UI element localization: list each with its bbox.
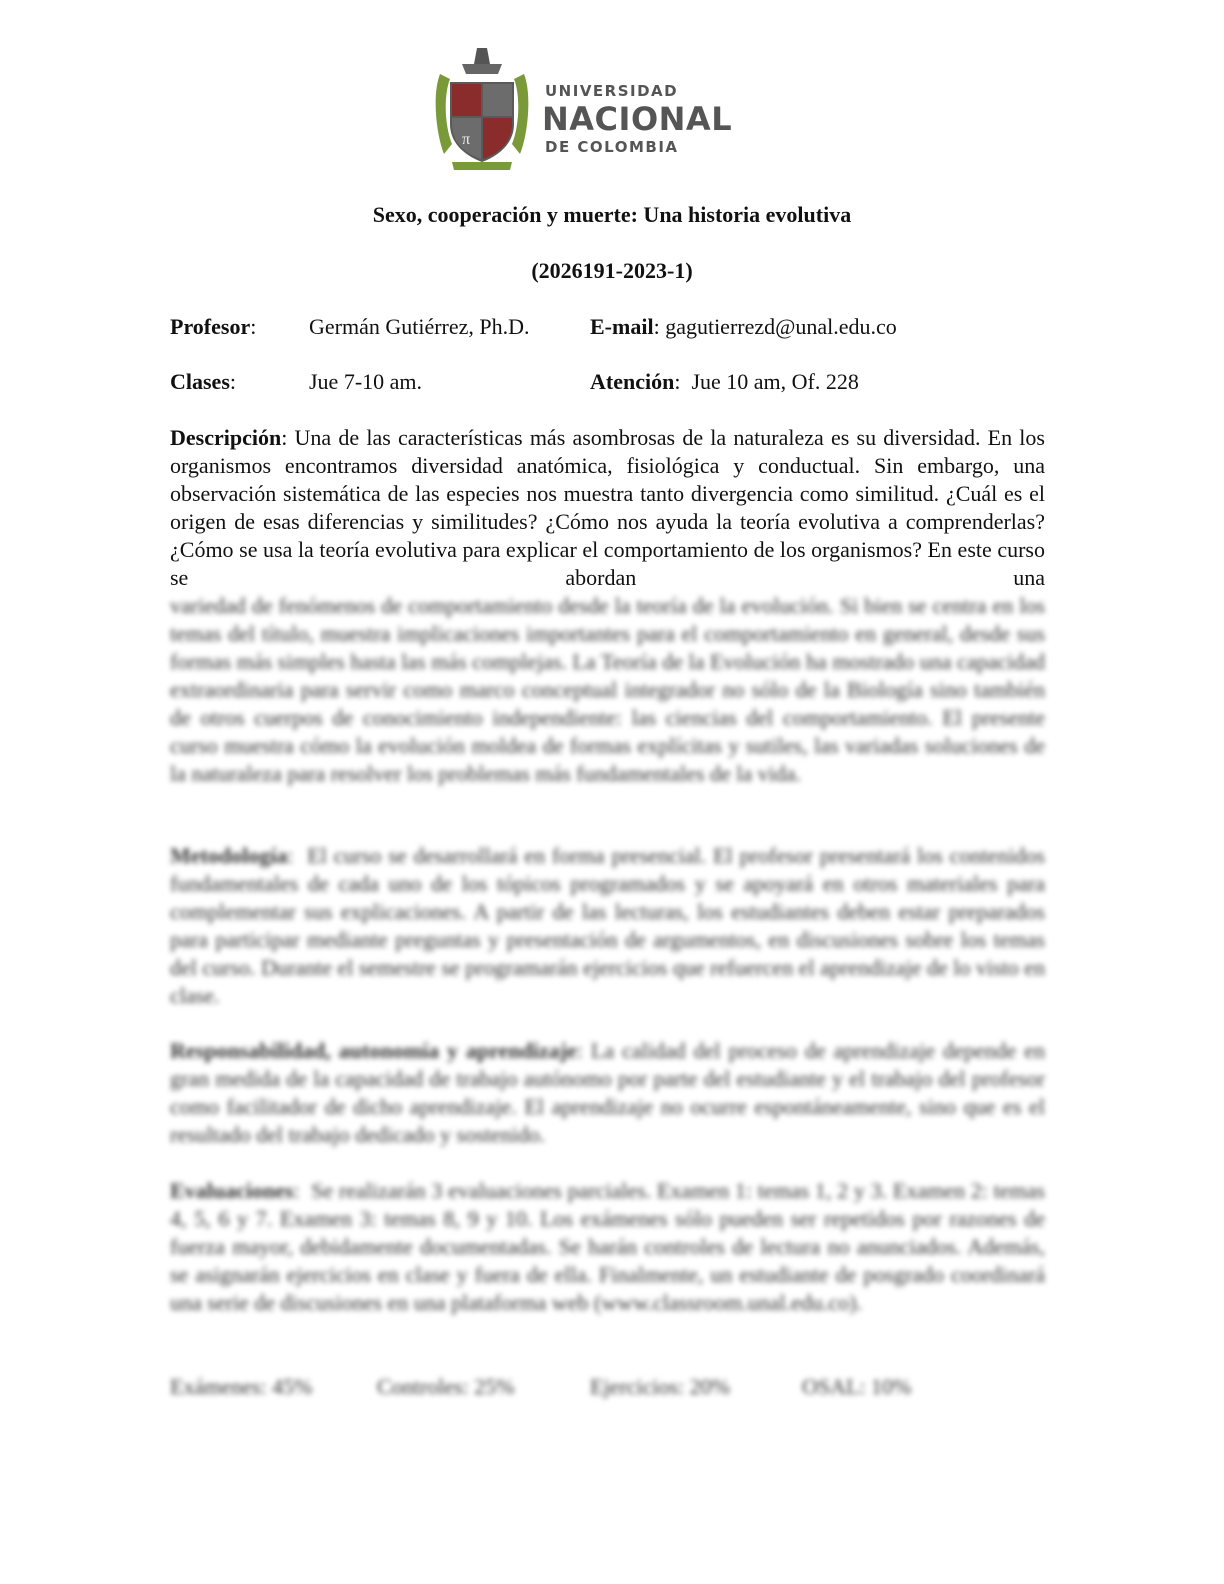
- evaluaciones-label: Evaluaciones: [170, 1178, 294, 1203]
- email-value[interactable]: gagutierrezd@unal.edu.co: [665, 314, 897, 339]
- description-text: Una de las características más asombrosas de la naturaleza es su diversidad. En los organismos encontramos diversidad anatómica, fisiológica y conductual. Sin embargo, una observación sistemática de las especies nos muestra tanto divergencia como similitud. ¿Cuál es el origen de esas diferencias y similitudes? ¿Cómo nos ayuda la teoría evolutiva a comprenderlas? ¿Cómo se usa la teoría evolutiva para explicar el comportamiento de los organismos? En este curso se abordan una: [170, 425, 1045, 590]
- profesor-value: Germán Gutiérrez, Ph.D.: [309, 314, 530, 339]
- metodologia-paragraph: Metodología: El curso se desarrollará en forma presencial. El profesor presentará los contenidos fundamentales de cada uno de los tópicos programados y se apoyará en otros materiales para complementar sus explicaciones. A partir de las lecturas, los estudiantes deben estar preparados para participar mediante preguntas y presentación de argumentos, en discusiones sobre los temas del curso. Durante el semestre se programarán ejercicios que refuercen el aprendizaje de lo visto en clase.: [170, 843, 1045, 1008]
- course-code: (2026191-2023-1): [531, 258, 693, 283]
- clases-label: Clases: [170, 369, 230, 394]
- evaluaciones-text: Se realizarán 3 evaluaciones parciales. Examen 1: temas 1, 2 y 3. Examen 2: temas 4, 5, 6 y 7. Examen 3: temas 8, 9 y 10. Los exámenes sólo pueden ser repetidos por razones de fuerza mayor, debidamente documentadas. Se harán controles de lectura no anunciados. Además, se asignarán ejercicios en clase y fuera de ella. Finalmente, un estudiante de posgrado coordinará una serie de discusiones en una plataforma web (www.classroom.unal.edu.co).: [170, 1178, 1045, 1315]
- logo-line-2: NACIONAL: [542, 100, 733, 138]
- responsabilidad-paragraph: Responsabilidad, autonomía y aprendizaje: La calidad del proceso de aprendizaje depende en gran medida de la capacidad de trabajo autónomo por parte del estudiante y el trabajo del profesor como facilitador de dicho aprendizaje. El aprendizaje no ocurre espontáneamente, sino que es el resultado del trabajo dedicado y sostenido.: [170, 1038, 1045, 1147]
- grade-osal: OSAL: 10%: [802, 1374, 912, 1399]
- grade-ejercicios: Ejercicios: 20%: [590, 1374, 730, 1399]
- email-label: E-mail: [590, 314, 654, 339]
- course-title: Sexo, cooperación y muerte: Una historia evolutiva: [372, 202, 852, 227]
- description-paragraph: Descripción: Una de las características más asombrosas de la naturaleza es su diversidad. En los organismos encontramos diversidad anatómica, fisiológica y conductual. Sin embargo, una observación sistemática de las especies nos muestra tanto divergencia como similitud. ¿Cuál es el origen de esas diferencias y similitudes? ¿Cómo nos ayuda la teoría evolutiva a comprenderlas? ¿Cómo se usa la teoría evolutiva para explicar el comportamiento de los organismos? En este curso se abordan una: [170, 425, 1045, 590]
- logo-line-1: UNIVERSIDAD: [545, 82, 679, 100]
- responsabilidad-label: Responsabilidad, autonomía y aprendizaje: [170, 1038, 577, 1063]
- metodologia-text: El curso se desarrollará en forma presencial. El profesor presentará los contenidos fundamentales de cada uno de los tópicos programados y se apoyará en otros materiales para complementar sus explicaciones. A partir de las lecturas, los estudiantes deben estar preparados para participar mediante preguntas y presentación de argumentos, en discusiones sobre los temas del curso. Durante el semestre se programarán ejercicios que refuercen el aprendizaje de lo visto en clase.: [170, 843, 1045, 1008]
- atencion-value: Jue 10 am, Of. 228: [691, 369, 859, 394]
- description-label: Descripción: [170, 425, 282, 450]
- coat-of-arms-icon: [432, 44, 532, 174]
- atencion-label: Atención: [590, 369, 675, 394]
- evaluaciones-paragraph: Evaluaciones: Se realizarán 3 evaluaciones parciales. Examen 1: temas 1, 2 y 3. Examen 2: temas 4, 5, 6 y 7. Examen 3: temas 8, 9 y 10. Los exámenes sólo pueden ser repetidos por razones de fuerza mayor, debidamente documentadas. Se harán controles de lectura no anunciados. Además, se asignarán ejercicios en clase y fuera de ella. Finalmente, un estudiante de posgrado coordinará una serie de discusiones en una plataforma web (www.classroom.unal.edu.co).: [170, 1178, 1045, 1315]
- metodologia-label: Metodología: [170, 843, 288, 868]
- grade-examenes: Exámenes: 45%: [170, 1374, 313, 1399]
- description-continuation: variedad de fenómenos de comportamiento desde la teoría de la evolución. Si bien se centra en los temas del título, muestra implicaciones importantes para el comportamiento en general, desde sus formas más simples hasta las más complejas. La Teoría de la Evolución ha mostrado una capacidad extraordinaria para servir como marco conceptual integrador no sólo de la Biología sino también de otros cuerpos de conocimiento independiente: las ciencias del comportamiento. El presente curso muestra cómo la evolución moldea de formas explícitas y sutiles, las variadas soluciones de la naturaleza para resolver los problemas más fundamentales de la vida.: [170, 593, 1045, 786]
- syllabus-page: π UNIVERSIDAD NACIONAL DE COLOMBIA Sexo, cooperación y muerte: Una historia evolutiva (2026191-2023-1) Profesor: Germán Gutiérrez, Ph.D. E-mail: gagutierrezd@unal.edu.co Clases: Jue 7-10 am. Atención: Jue 10 am, Of. 228 Descripción: Una de las características más asombrosas de la naturaleza es su diversidad. En los organismos encontramos diversidad anatómica, fisiológica y conductual. Sin embargo, una observación sistemática de las especies nos muestra tanto divergencia como similitud. ¿Cuál es el origen de esas diferencias y similitudes? ¿Cómo nos ayuda la teoría evolutiva a comprenderlas? ¿Cómo se usa la teoría evolutiva para explicar el comportamiento de los organismos? En este curso se abordan una variedad de fenómenos de comportamiento desde la teoría de la evolución. Si bien se centra en los temas del título, muestra implicaciones importantes para el comportamiento en general, desde sus formas más simples hasta las más complejas. La Teoría de la Evolución ha mostrado una capacidad extraordinaria para servir como marco conceptual integrador no sólo de la Biología sino también de otros cuerpos de conocimiento independiente: las ciencias del comportamiento. El presente curso muestra cómo la evolución moldea de formas explícitas y sutiles, las variadas soluciones de la naturaleza para resolver los problemas más fundamentales de la vida. Metodología: El curso se desarrollará en forma presencial. El profesor presentará los contenidos fundamentales de cada uno de los tópicos programados y se apoyará en otros materiales para complementar sus explicaciones. A partir de las lecturas, los estudiantes deben estar preparados para participar mediante preguntas y presentación de argumentos, en discusiones sobre los temas del curso. Durante el semestre se programarán ejercicios que refuercen el aprendizaje de lo visto en clase. Responsabilidad, autonomía y aprendizaje: La calidad del proceso de aprendizaje depende en gran medida de la capacidad de trabajo autónomo por parte del estudiante y el trabajo del profesor como facilitador de dicho aprendizaje. El aprendizaje no ocurre espontáneamente, sino que es el resultado del trabajo dedicado y sostenido. Evaluaciones: Se realizarán 3 evaluaciones parciales. Examen 1: temas 1, 2 y 3. Examen 2: temas 4, 5, 6 y 7. Examen 3: temas 8, 9 y 10. Los exámenes sólo pueden ser repetidos por razones de fuerza mayor, debidamente documentadas. Se harán controles de lectura no anunciados. Además, se asignarán ejercicios en clase y fuera de ella. Finalmente, un estudiante de posgrado coordinará una serie de discusiones en una plataforma web (www.classroom.unal.edu.co). Exámenes: 45% Controles: 25% Ejercicios: 20% OSAL: 10%: [0, 0, 1224, 1584]
- responsabilidad-text: La calidad del proceso de aprendizaje depende en gran medida de la capacidad de trabajo autónomo por parte del estudiante y el trabajo del profesor como facilitador de dicho aprendizaje. El aprendizaje no ocurre espontáneamente, sino que es el resultado del trabajo dedicado y sostenido.: [170, 1038, 1045, 1147]
- profesor-label: Profesor: [170, 314, 251, 339]
- university-logo: [432, 44, 732, 174]
- grade-controles: Controles: 25%: [377, 1374, 515, 1399]
- svg-text:π: π: [461, 131, 471, 148]
- logo-line-3: DE COLOMBIA: [545, 138, 679, 156]
- clases-value: Jue 7-10 am.: [309, 369, 423, 394]
